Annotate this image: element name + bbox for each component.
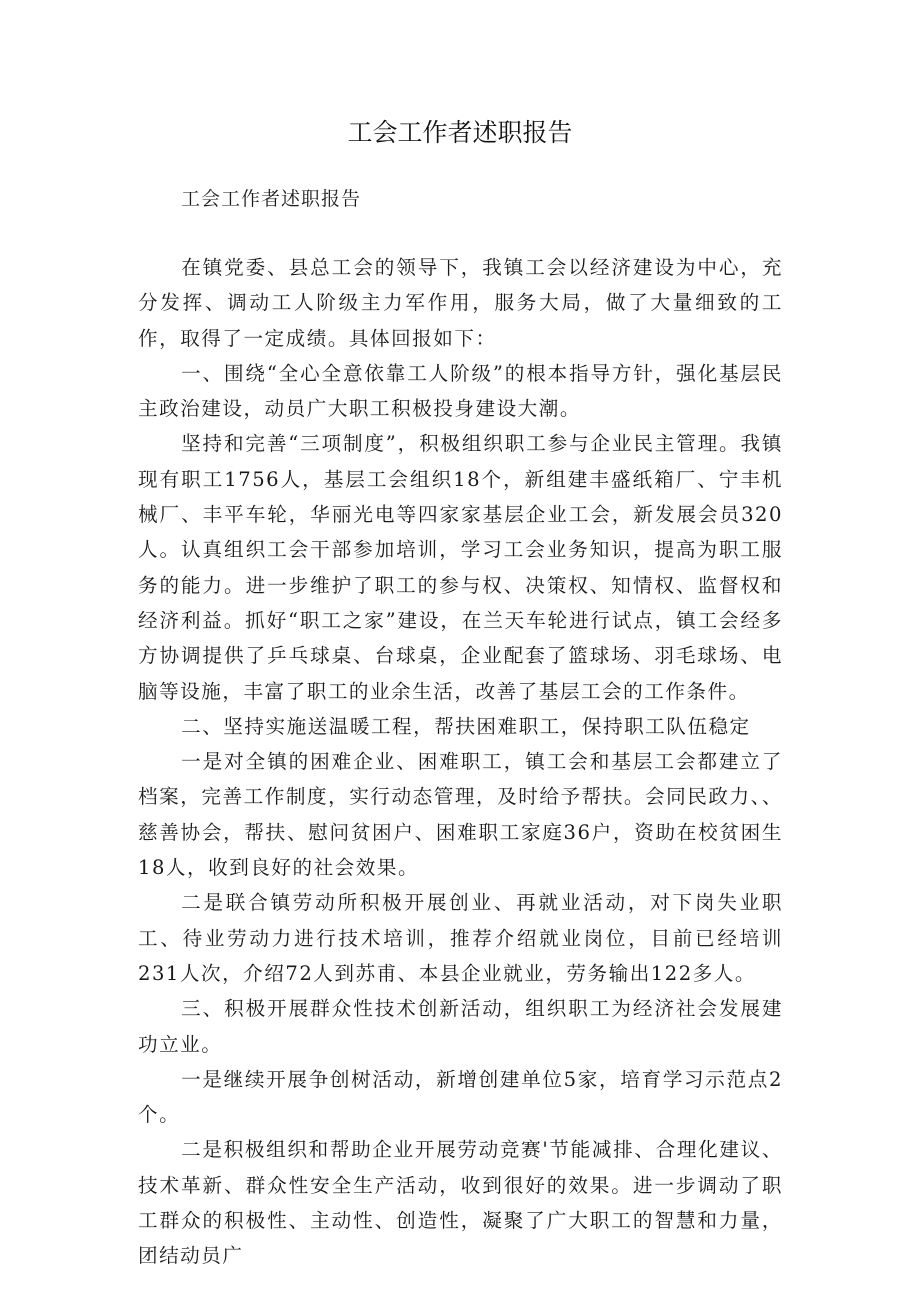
paragraph-section-3-item-1: 一是继续开展争创树活动，新增创建单位5家，培育学习示范点2个。 (138, 1067, 783, 1127)
paragraph-section-1-heading: 一、围绕“全心全意依靠工人阶级”的根本指导方针，强化基层民主政治建设，动员广大职工积极投身建设大潮。 (138, 361, 783, 421)
paragraph-section-2-item-2: 二是联合镇劳动所积极开展创业、再就业活动，对下岗失业职工、待业劳动力进行技术培训，推荐介绍就业岗位，目前已经培训231人次，介绍72人到苏甫、本县企业就业，劳务输出122多人。 (138, 891, 783, 985)
paragraph-section-3-heading: 三、积极开展群众性技术创新活动，组织职工为经济社会发展建功立业。 (138, 997, 783, 1056)
paragraph-section-2-heading: 二、坚持实施送温暖工程，帮扶困难职工，保持职工队伍稳定 (181, 714, 751, 738)
document-title: 工会工作者述职报告 (347, 118, 573, 147)
document-subtitle: 工会工作者述职报告 (181, 188, 362, 210)
paragraph-section-3-item-2: 二是积极组织和帮助企业开展劳动竞赛'节能减排、合理化建议、技术革新、群众性安全生产活动，收到很好的效果。进一步调动了职工群众的积极性、主动性、创造性，凝聚了广大职工的智慧和力量，团结动员广 (138, 1138, 783, 1268)
paragraph-section-2-item-1: 一是对全镇的困难企业、困难职工，镇工会和基层工会都建立了档案，完善工作制度，实行动态管理，及时给予帮扶。会同民政力、、慈善协会，帮扶、慰问贫困户、困难职工家庭36户，资助在校贫困生18人，收到良好的社会效果。 (138, 750, 783, 880)
document-body (138, 250, 783, 1274)
paragraph-intro: 在镇党委、县总工会的领导下，我镇工会以经济建设为中心，充分发挥、调动工人阶级主力军作用，服务大局，做了大量细致的工作，取得了一定成绩。具体回报如下： (138, 256, 783, 350)
paragraph-section-1-body: 坚持和完善“三项制度”，积极组织职工参与企业民主管理。我镇现有职工1756人，基层工会组织18个，新组建丰盛纸箱厂、宁丰机械厂、丰平车轮，华丽光电等四家家基层企业工会，新发展会员320人。认真组织工会干部参加培训，学习工会业务知识，提高为职工服务的能力。进一步维护了职工的参与权、决策权、知情权、监督权和经济利益。抓好“职工之家”建设，在兰天车轮进行试点，镇工会经多方协调提供了乒乓球桌、台球桌，企业配套了篮球场、羽毛球场、电脑等设施，丰富了职工的业余生活，改善了基层工会的工作条件。 (138, 432, 783, 703)
